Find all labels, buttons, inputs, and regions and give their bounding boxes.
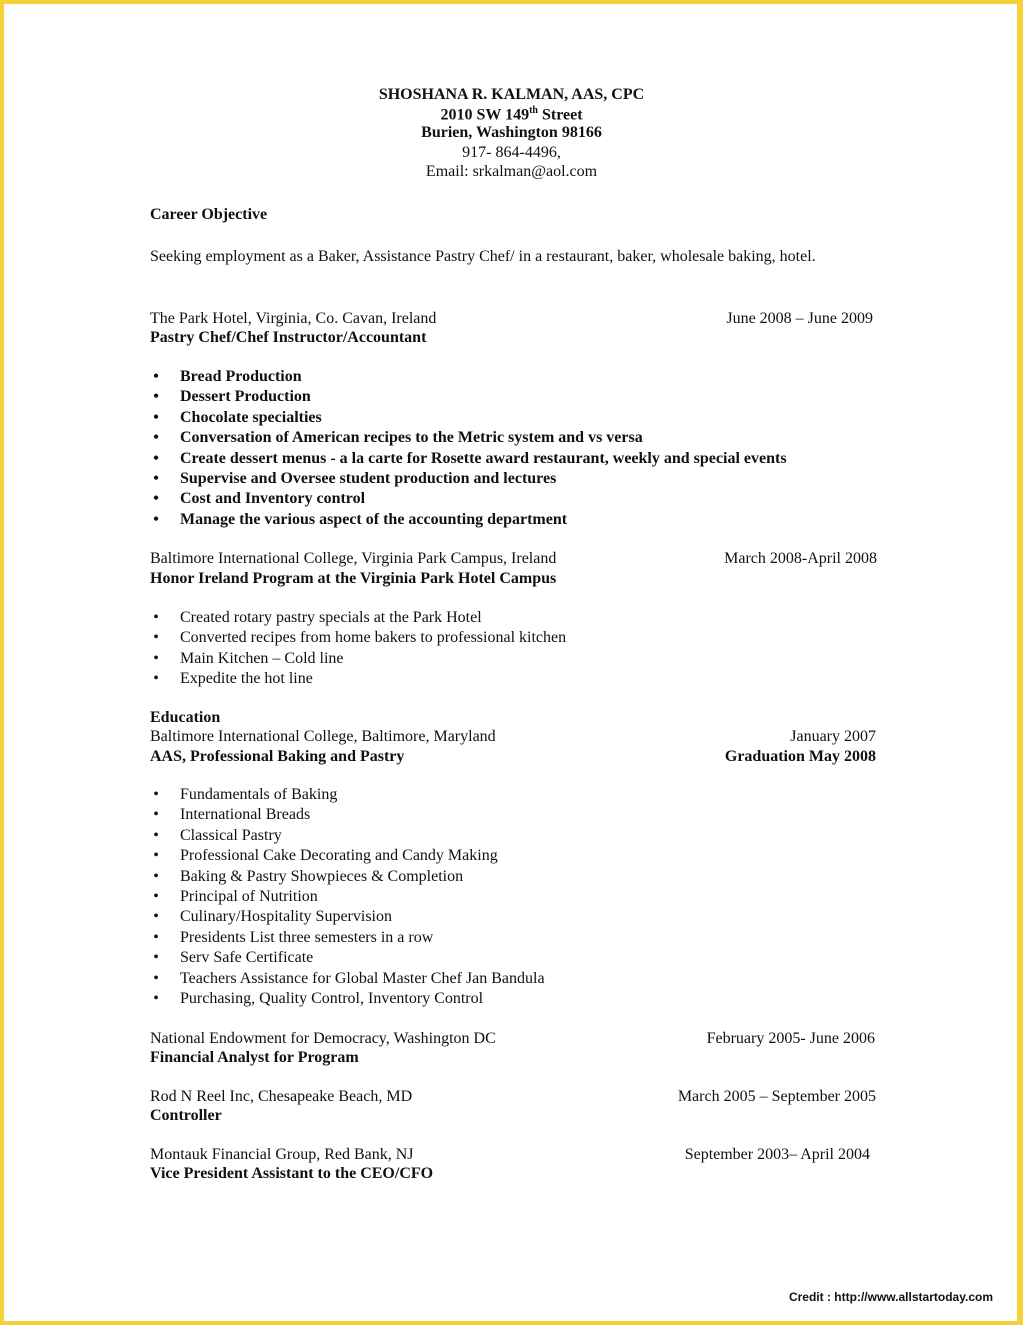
list-item (150, 867, 545, 887)
list-item (150, 948, 545, 968)
education-bullet-list (150, 785, 545, 1009)
street-name: Street (537, 106, 583, 124)
list-item-text: Baking & Pastry Showpieces & Completion (180, 867, 464, 885)
list-item-text: Bread Production (180, 368, 302, 385)
bullet-icon: • (153, 847, 159, 865)
list-item-text: Converted recipes from home bakers to professional kitchen (180, 629, 567, 647)
list-item-text: International Breads (180, 806, 311, 824)
bullet-icon: • (153, 368, 159, 385)
list-item (150, 367, 787, 387)
bullet-icon: • (153, 928, 159, 946)
bullet-icon: • (153, 949, 159, 967)
bullet-icon: • (153, 408, 159, 426)
list-item (150, 826, 545, 846)
bullet-icon: • (153, 609, 159, 626)
bullet-icon: • (153, 806, 159, 824)
list-item (150, 608, 566, 628)
list-item-text: Create dessert menus - a la carte for Rosette award restaurant, weekly and special events (180, 449, 787, 467)
education-dates: January 2007 (790, 728, 876, 745)
list-item (150, 907, 545, 927)
list-item-text: Professional Cake Decorating and Candy Making (180, 847, 498, 865)
list-item-text: Cost and Inventory control (180, 490, 366, 508)
job4-dates: March 2005 – September 2005 (677, 1088, 876, 1105)
list-item (150, 785, 545, 805)
list-item-text: Supervise and Oversee student production and lectures (180, 469, 557, 487)
bullet-icon: • (153, 670, 159, 688)
list-item-text: Teachers Assistance for Global Master Chef Jan Bandula (180, 969, 545, 987)
phone-number: 917- 864-4496, (462, 144, 561, 161)
education-graduation: Graduation May 2008 (724, 748, 876, 765)
resume-name: SHOSHANA R. KALMAN, AAS, CPC (378, 86, 645, 103)
bullet-icon: • (153, 449, 159, 467)
bullet-icon: • (153, 969, 159, 987)
bullet-icon: • (153, 908, 159, 926)
bullet-icon: • (153, 649, 159, 667)
bullet-icon: • (153, 490, 159, 508)
job4-title: Controller (150, 1107, 222, 1124)
job1-title: Pastry Chef/Chef Instructor/Accountant (150, 329, 427, 346)
list-item (150, 989, 545, 1009)
credit-link[interactable]: Credit : http://www.allstartoday.com (788, 1290, 993, 1304)
bullet-icon: • (153, 786, 159, 803)
job2-title: Honor Ireland Program at the Virginia Park Hotel Campus (150, 570, 557, 587)
list-item (150, 928, 545, 948)
list-item-text: Expedite the hot line (180, 670, 313, 688)
list-item (150, 469, 787, 489)
bullet-icon: • (153, 388, 159, 406)
job3-title: Financial Analyst for Program (150, 1049, 359, 1066)
list-item (150, 649, 566, 669)
job4-employer: Rod N Reel Inc, Chesapeake Beach, MD (150, 1088, 413, 1105)
objective-text: Seeking employment as a Baker, Assistance Pastry Chef/ in a restaurant, baker, wholesale baking, hotel. (150, 248, 816, 265)
job5-dates: September 2003– April 2004 (684, 1146, 870, 1163)
list-item (150, 805, 545, 825)
list-item (150, 408, 787, 428)
bullet-icon: • (153, 867, 159, 885)
objective-heading: Career Objective (150, 206, 268, 223)
job2-employer: Baltimore International College, Virginia Park Campus, Ireland (150, 550, 557, 567)
job2-bullet-list (150, 608, 566, 690)
street-suffix: th (529, 105, 538, 116)
list-item-text: Conversation of American recipes to the Metric system and vs versa (180, 429, 643, 447)
bullet-icon: • (153, 429, 159, 447)
list-item (150, 510, 787, 530)
list-item-text: Purchasing, Quality Control, Inventory Control (180, 989, 484, 1007)
email-address: Email: srkalman@aol.com (425, 163, 598, 180)
list-item-text: Presidents List three semesters in a row (180, 928, 434, 946)
list-item-text: Culinary/Hospitality Supervision (180, 908, 392, 926)
job1-dates: June 2008 – June 2009 (726, 310, 873, 327)
street-number: 2010 SW 149 (440, 106, 530, 124)
job5-title: Vice President Assistant to the CEO/CFO (150, 1165, 434, 1182)
list-item-text: Chocolate specialties (180, 408, 322, 426)
bullet-icon: • (153, 826, 159, 844)
list-item-text: Classical Pastry (180, 826, 282, 844)
job3-dates: February 2005- June 2006 (706, 1030, 875, 1047)
bullet-icon: • (153, 989, 159, 1007)
job1-bullet-list (150, 367, 787, 530)
job3-employer: National Endowment for Democracy, Washington DC (150, 1030, 496, 1047)
list-item (150, 428, 787, 448)
list-item-text: Created rotary pastry specials at the Park Hotel (180, 609, 482, 626)
list-item (150, 846, 545, 866)
job2-dates: March 2008-April 2008 (724, 550, 877, 567)
job5-employer: Montauk Financial Group, Red Bank, NJ (150, 1146, 414, 1163)
list-item-text: Fundamentals of Baking (180, 786, 338, 803)
bullet-icon: • (153, 629, 159, 647)
list-item (150, 387, 787, 407)
list-item-text: Manage the various aspect of the accounting department (180, 510, 568, 528)
education-school: Baltimore International College, Baltimore, Maryland (150, 728, 496, 745)
job1-employer: The Park Hotel, Virginia, Co. Cavan, Ireland (150, 310, 437, 327)
list-item-text: Main Kitchen – Cold line (180, 649, 344, 667)
list-item (150, 887, 545, 907)
street-address (0, 105, 1023, 124)
list-item-text: Serv Safe Certificate (180, 949, 314, 967)
list-item (150, 969, 545, 989)
list-item-text: Dessert Production (180, 388, 311, 406)
city-address: Burien, Washington 98166 (421, 124, 602, 141)
list-item (150, 669, 566, 689)
list-item (150, 449, 787, 469)
education-heading: Education (150, 709, 221, 726)
list-item (150, 628, 566, 648)
list-item-text: Principal of Nutrition (180, 887, 318, 905)
bullet-icon: • (153, 887, 159, 905)
bullet-icon: • (153, 469, 159, 487)
list-item (150, 489, 787, 509)
education-degree: AAS, Professional Baking and Pastry (150, 748, 405, 765)
bullet-icon: • (153, 510, 159, 528)
